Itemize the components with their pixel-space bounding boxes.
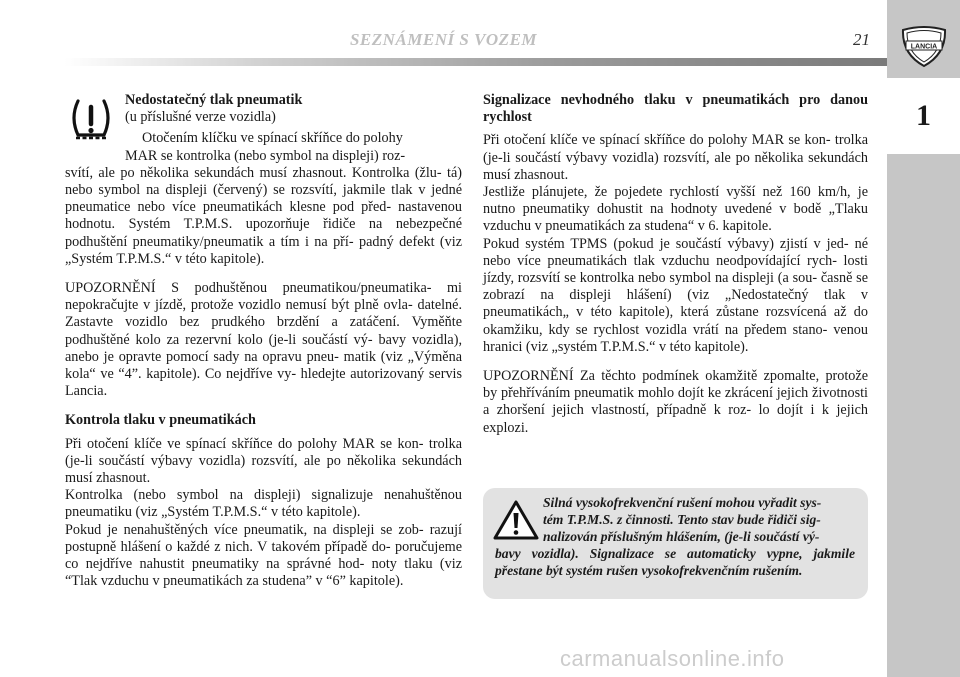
page-number: 21 bbox=[853, 30, 870, 49]
caution-line-3: nalizován příslušným hlášením, (je-li součástí vý- bbox=[543, 529, 820, 544]
watermark: carmanualsonline.info bbox=[560, 646, 785, 671]
section-title: SEZNÁMENÍ S VOZEM bbox=[349, 30, 538, 49]
caution-line-2: tém T.P.M.S. z činnosti. Tento stav bude řidiči sig- bbox=[543, 512, 821, 527]
chapter-sidebar bbox=[887, 0, 960, 677]
control-paragraph-3: Pokud je nenahuštěných více pneumatik, na displeji se zob- razují postupně hlášení o každé z nich. V takovém případě do- poručujeme co nejdříve nahustit pneumatiky na správné hod- noty tlaku (viz “Tlak vzduchu v pneumatikách za studena” v “6” kapitole). bbox=[65, 521, 462, 590]
caution-line-1: Silná vysokofrekvenční rušení mohou vyřadit sys- bbox=[543, 495, 822, 510]
chapter-tab[interactable]: 1 bbox=[887, 78, 960, 154]
right-column bbox=[483, 92, 868, 437]
tpms-line-1: Otočením klíčku ve spínací skříňce do polohy bbox=[142, 130, 403, 147]
header-rule bbox=[64, 58, 887, 66]
right-warning-paragraph: UPOZORNĚNÍ Za těchto podmínek okamžitě zpomalte, protože by přehříváním pneumatik mohlo dojít ke zkrácení jejich životnosti a zhoršení jejich vlastností, případně k roz- lo dojít i k jejich explozi. bbox=[483, 368, 868, 436]
right-heading: Signalizace nevhodného tlaku v pneumatikách pro danou rychlost bbox=[483, 92, 868, 126]
right-paragraph-3: Pokud systém TPMS (pokud je součástí výbavy) zjistí v jed- né nebo více pneumatikách tlak vzduchu neodpovídající rych- losti jízdy, rozsvítí se kontrolka nebo symbol na displeji (a sou- časně se zobrazí na displeji hlášení) (viz „Nedostatečný tlak v pneumatikách„ v této kapitole), která zůstane rozsvícená až do okamžiku, kdy se rychlost vozidla vrátí na předem stano- venou hranici (viz „systém T.P.M.S.“ v této kapitole). bbox=[483, 235, 868, 355]
tpms-line-2: MAR se kontrolka (nebo symbol na displeji) roz- bbox=[125, 147, 406, 164]
right-paragraph-2: Jestliže plánujete, že pojedete rychlostí vyšší než 160 km/h, je nutno pneumatiky dohustit na hodnoty uvedené v bodě „Tlaku vzduchu v pneumatikách za studena“ v 6. kapitole. bbox=[483, 184, 868, 235]
caution-text bbox=[495, 494, 855, 579]
left-warning-paragraph: UPOZORNĚNÍ S podhuštěnou pneumatikou/pneumatika- mi nepokračujte v jízdě, protože vozidlo nemusí být plně ovla- datelné. Zastavte vozidlo bez prudkého brzdění a zatáčení. Vyměňte podhuštěné kolo za rezervní kolo (je-li součástí vý- bavy vozidla), anebo je opravte pomocí sady na opravu pneu- matik (viz „Výměna kola“ ve “4”. kapitole). Co nejdříve vy- hledejte autorizovaný servis Lancia. bbox=[65, 280, 462, 400]
left-column bbox=[65, 92, 462, 590]
tpms-subtitle: (u příslušné verze vozidla) bbox=[125, 109, 276, 126]
right-paragraph-1: Při otočení klíče ve spínací skříňce do polohy MAR se kon- trolka (je-li součástí výbavy vozidla) rozsvítí, ale po několika sekundách musí zhasnout. bbox=[483, 132, 868, 183]
control-paragraph-1: Při otočení klíče ve spínací skříňce do polohy MAR se kon- trolka (je-li součástí výbavy vozidla) rozsvítí, ale po několika sekundách musí zhasnout. bbox=[65, 435, 462, 487]
tpms-text: svítí, ale po několika sekundách musí zhasnout. Kontrolka (žlu- tá) nebo symbol na displeji (červený) se rozsvítí, jakmile tlak v jedné pneumatice nebo více pneumatikách klesne pod před- nastavenou hodnotu. Systém T.P.M.S. upozorňuje řidiče na nebezpečné podhuštění pneumatiky/pneumatik a tím i na pří- padný defekt (viz „Systém T.P.M.S.“ v této kapitole). bbox=[65, 164, 462, 267]
caution-rest: bavy vozidla). Signalizace se automaticky vypne, jakmile přestane být systém rušen vysokofrekvenčním rušením. bbox=[495, 546, 855, 578]
lancia-logo-icon bbox=[899, 26, 949, 68]
caution-box bbox=[483, 488, 868, 599]
control-paragraph-2: Kontrolka (nebo symbol na displeji) signalizuje nenahuštěnou pneumatiku (viz „Systém T.P.M.S.“ v této kapitole). bbox=[65, 487, 462, 521]
tpms-title: Nedostatečný tlak pneumatik bbox=[125, 92, 303, 108]
control-heading: Kontrola tlaku v pneumatikách bbox=[65, 412, 256, 429]
logo-text: LANCIA bbox=[910, 43, 938, 51]
